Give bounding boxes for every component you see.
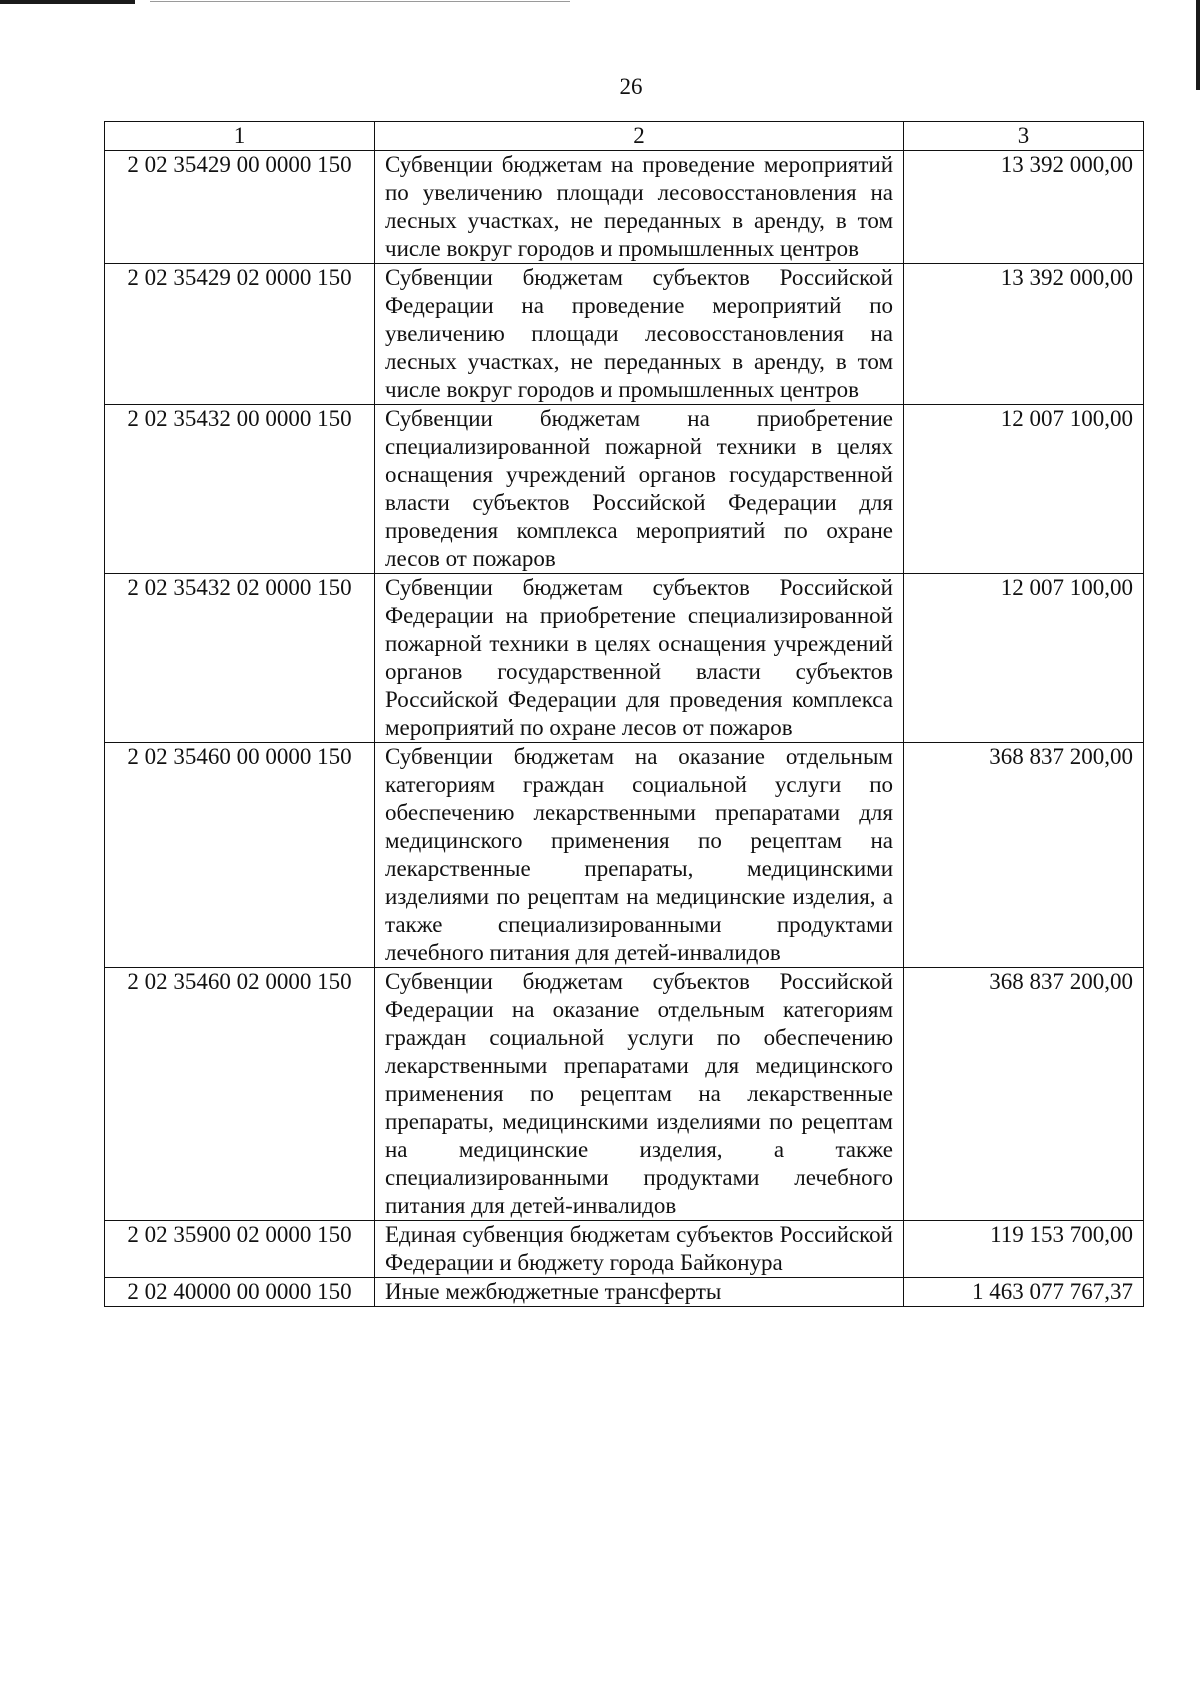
row-amount: 368 837 200,00: [904, 968, 1144, 1221]
row-code: 2 02 35429 00 0000 150: [105, 151, 375, 264]
row-name: Иные межбюджетные трансферты: [375, 1278, 904, 1307]
table-row: [105, 574, 1144, 743]
budget-table: [104, 121, 1144, 1307]
table-row: [105, 405, 1144, 574]
table-row: [105, 1221, 1144, 1278]
row-name: Субвенции бюджетам на приобретение специализированной пожарной техники в целях оснащения учреждений органов государственной власти субъектов Российской Федерации для проведения комплекса мероприятий по охране лесов от пожаров: [375, 405, 904, 574]
row-name: Субвенции бюджетам субъектов Российской Федерации на оказание отдельным категориям граждан социальной услуги по обеспечению лекарственными препаратами для медицинского применения по рецептам на лекарственные препараты, медицинскими изделиями по рецептам на медицинские изделия, а также специализированными продуктами лечебного питания для детей-инвалидов: [375, 968, 904, 1221]
row-code: 2 02 35460 00 0000 150: [105, 743, 375, 968]
row-amount: 12 007 100,00: [904, 574, 1144, 743]
row-code: 2 02 35429 02 0000 150: [105, 264, 375, 405]
row-name: Субвенции бюджетам субъектов Российской Федерации на приобретение специализированной пожарной техники в целях оснащения учреждений органов государственной власти субъектов Российской Федерации для проведения комплекса мероприятий по охране лесов от пожаров: [375, 574, 904, 743]
table-row: [105, 968, 1144, 1221]
page-number: 26: [619, 74, 643, 99]
row-code: 2 02 35432 02 0000 150: [105, 574, 375, 743]
row-name: Субвенции бюджетам на оказание отдельным категориям граждан социальной услуги по обеспечению лекарственными препаратами для медицинского применения по рецептам на лекарственные препараты, медицинскими изделиями по рецептам на медицинские изделия, а также специализированными продуктами лечебного питания для детей-инвалидов: [375, 743, 904, 968]
row-name: Субвенции бюджетам субъектов Российской Федерации на проведение мероприятий по увеличению площади лесовосстановления на лесных участках, не переданных в аренду, в том числе вокруг городов и промышленных центров: [375, 264, 904, 405]
row-name: Субвенции бюджетам на проведение мероприятий по увеличению площади лесовосстановления на лесных участках, не переданных в аренду, в том числе вокруг городов и промышленных центров: [375, 151, 904, 264]
scan-edge-mark: [0, 0, 135, 4]
table-row: [105, 151, 1144, 264]
table-row: [105, 743, 1144, 968]
row-amount: 13 392 000,00: [904, 151, 1144, 264]
row-amount: 13 392 000,00: [904, 264, 1144, 405]
column-header-amount: 3: [904, 122, 1144, 151]
scan-edge-line: [150, 1, 570, 2]
table-header-row: [105, 122, 1144, 151]
row-code: 2 02 35900 02 0000 150: [105, 1221, 375, 1278]
row-code: 2 02 40000 00 0000 150: [105, 1278, 375, 1307]
table-row: [105, 264, 1144, 405]
column-header-name: 2: [375, 122, 904, 151]
column-header-code: 1: [105, 122, 375, 151]
row-amount: 368 837 200,00: [904, 743, 1144, 968]
row-amount: 1 463 077 767,37: [904, 1278, 1144, 1307]
row-amount: 119 153 700,00: [904, 1221, 1144, 1278]
row-code: 2 02 35460 02 0000 150: [105, 968, 375, 1221]
table-row: [105, 1278, 1144, 1307]
row-amount: 12 007 100,00: [904, 405, 1144, 574]
row-name: Единая субвенция бюджетам субъектов Российской Федерации и бюджету города Байконура: [375, 1221, 904, 1278]
row-code: 2 02 35432 00 0000 150: [105, 405, 375, 574]
